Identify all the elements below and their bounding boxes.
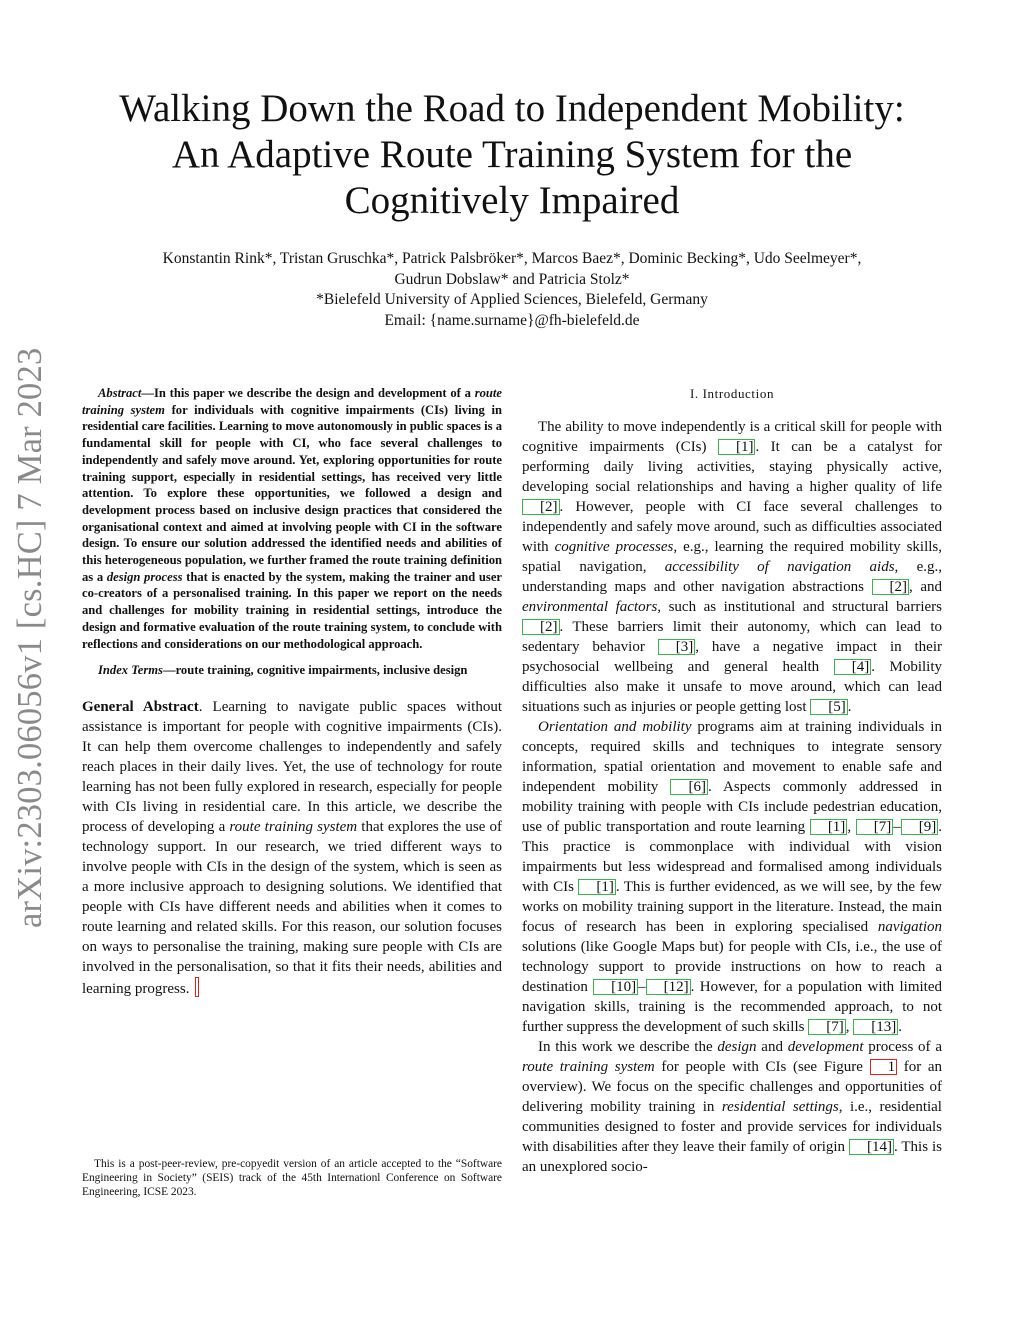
citation-link[interactable]: [2] <box>872 579 910 595</box>
citation-link[interactable]: [1] <box>718 439 756 455</box>
abstract: Abstract—In this paper we describe the design and development of a route training system for individuals with cognitive impairments (CIs) living in residential care facilities. Learning to move autonomously in public spaces is a fundamental skill for people with CI, who face several challenges to independently and safely move around. Yet, exploring opportunities for route training support, especially in residential settings, has received very little attention. To explore these opportunities, we followed a design and development process based on inclusive design practices that considered the organisational context and aimed at involving people with CI in the software design. To ensure our solution addressed the identified needs and abilities of this heterogeneous population, we further framed the route training definition as a design process that is enacted by the system, making the trainer and user co-creators of a personalised training. In this paper we report on the needs and challenges for mobility training in residential settings, introduce the design and formative evaluation of the route training system, to conclude with reflections and considerations on our methodological approach. <box>82 386 502 651</box>
title-line-1: Walking Down the Road to Independent Mobility: <box>119 87 905 130</box>
citation-link[interactable]: [12] <box>646 979 691 995</box>
abstract-emphasis-2: design process <box>106 569 183 584</box>
citation-link[interactable]: [3] <box>658 639 696 655</box>
author-email: Email: {name.surname}@fh-bielefeld.de <box>384 311 640 329</box>
index-terms: Index Terms—route training, cognitive impairments, inclusive design <box>98 663 468 678</box>
author-names-line-1: Konstantin Rink*, Tristan Gruschka*, Patrick Palsbröker*, Marcos Baez*, Dominic Becking*, Udo Seelmeyer*, <box>162 250 862 267</box>
citation-link[interactable]: [4] <box>834 659 872 675</box>
abstract-label: Abstract <box>98 386 142 400</box>
citation-link[interactable]: [14] <box>849 1139 894 1155</box>
right-column <box>522 385 942 1177</box>
figure-link[interactable]: 1 <box>870 1059 898 1075</box>
index-terms-label: Index Terms <box>98 663 163 678</box>
intro-paragraph-2: Orientation and mobility programs aim at training individuals in concepts, required skills and techniques to integrate sensory information, spatial orientation and movement to enable safe and independent mobility [6] . Aspects commonly addressed in mobility training with people with CIs include pedestrian education, use of public transportation and route learning [1] , [7] – [9] . This practice is commonplace with individual with vision impairments but less widespread and formalised among individuals with CIs [1] . This is further evidenced, as we will see, by the few works on mobility training support in the literature. Instead, the main focus of research has been in exploring specialised navigation solutions (like Google Maps but) for people with CIs, i.e., the use of technology support to provide instructions on how to reach a destination [10] – [12] . However, for a population with limited navigation skills, training is the recommended approach, to not further suppress the development of such skills [7] , [13] . <box>522 719 943 1035</box>
red-annotation-box <box>195 977 199 997</box>
citation-link[interactable]: [10] <box>593 979 638 995</box>
author-names-line-2: Gudrun Dobslaw* and Patricia Stolz* <box>394 270 630 288</box>
citation-link[interactable]: [6] <box>670 779 708 795</box>
citation-link[interactable]: [2] <box>522 499 560 515</box>
paper-title <box>60 86 964 224</box>
author-block <box>60 249 964 331</box>
citation-link[interactable]: [9] <box>901 819 939 835</box>
author-affiliation: *Bielefeld University of Applied Sciences, Bielefeld, Germany <box>316 291 708 308</box>
citation-link[interactable]: [2] <box>522 619 560 635</box>
abstract-emphasis-1: route training system <box>82 386 502 417</box>
general-abstract: General Abstract. Learning to navigate public spaces without assistance is important for people with cognitive impairments (CIs). It can help them overcome challenges to independently and safely reach places in their daily lives. Yet, the use of technology for route learning has not been fully explored in research, especially for people with CIs living in residential care. In this article, we describe the process of developing a route training system that explores the use of technology support. In our research, we tried different ways to involve people with CIs in the design of the system, which is seen as a more inclusive approach to designing solutions. We identified that people with CIs have different needs and abilities when it comes to route learning and related skills. For this reason, our solution focuses on ways to personalise the training, making sure people with CIs are involved in the personalisation, so that it fits their needs, abilities and learning progress. <box>82 698 503 997</box>
footnote: This is a post-peer-review, pre-copyedit version of an article accepted to the “Software Engineering in Society” (SEIS) track of the 45th Internationl Conference on Software Engineering, ICSE 2023. <box>82 1158 502 1198</box>
citation-link[interactable]: [5] <box>810 699 848 715</box>
citation-link[interactable]: [1] <box>810 819 848 835</box>
citation-link[interactable]: [7] <box>856 819 894 835</box>
section-heading-introduction: I. Introduction <box>689 386 775 401</box>
general-abstract-label: General Abstract <box>82 698 199 715</box>
intro-paragraph-3: In this work we describe the design and development process of a route training system for people with CIs (see Figure 1 for an overview). We focus on the specific challenges and opportunities of delivering mobility training in residential settings, i.e., residential communities designed to foster and provide services for individuals with disabilities after they leave their family of origin [14] . This is an unexplored socio- <box>522 1039 943 1175</box>
arxiv-identifier-stamp: arXiv:2303.06056v1 [cs.HC] 7 Mar 2023 <box>11 347 49 928</box>
citation-link[interactable]: [1] <box>578 879 616 895</box>
citation-link[interactable]: [7] <box>808 1019 846 1035</box>
citation-link[interactable]: [13] <box>853 1019 898 1035</box>
title-line-3: Cognitively Impaired <box>344 179 680 222</box>
title-line-2: An Adaptive Route Training System for the <box>171 133 853 176</box>
intro-paragraph-1: The ability to move independently is a critical skill for people with cognitive impairments (CIs) [1] . It can be a catalyst for performing daily living activities, staying physically active, developing social relationships and having a higher quality of life [2] . However, people with CI face several challenges to independently and safely move around, such as difficulties associated with cognitive processes, e.g., learning the required mobility skills, spatial navigation, accessibility of navigation aids, e.g., understanding maps and other navigation abstractions [2] , and environmental factors, such as institutional and structural barriers [2] . These barriers limit their autonomy, which can lead to sedentary behavior [3] , have a negative impact in their psychosocial wellbeing and general health [4] . Mobility difficulties also make it unsafe to move around, which can lead situations such as injuries or people getting lost [5] . <box>522 419 943 715</box>
left-column <box>82 385 502 1014</box>
